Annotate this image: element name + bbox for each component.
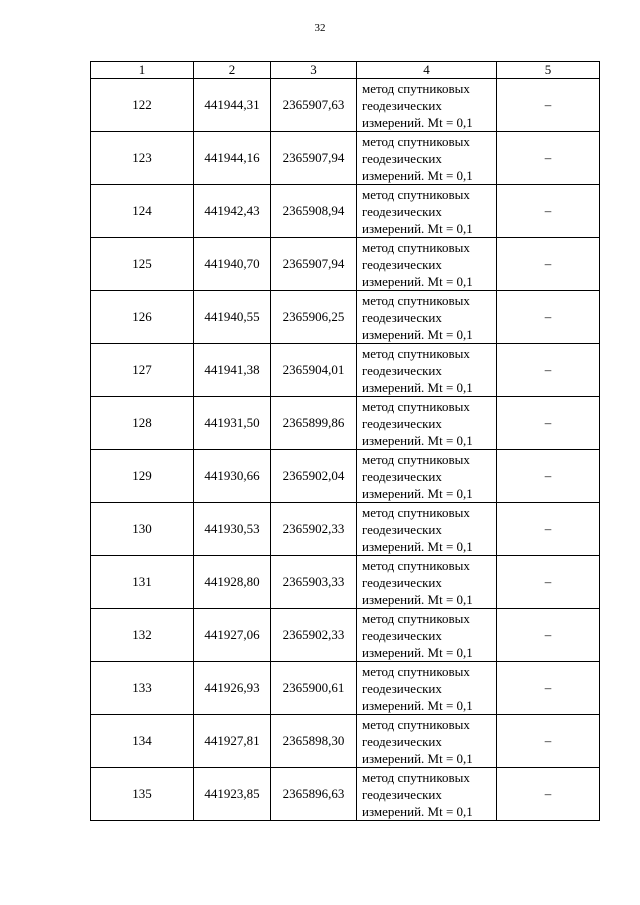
coordinate-x: 441928,80 <box>194 556 271 609</box>
point-number: 127 <box>91 344 194 397</box>
coordinate-x: 441927,81 <box>194 715 271 768</box>
point-number: 126 <box>91 291 194 344</box>
coordinate-x: 441926,93 <box>194 662 271 715</box>
page-number: 32 <box>314 22 326 34</box>
method-description <box>357 132 497 185</box>
table-row <box>91 768 600 821</box>
coordinate-y: 2365902,33 <box>271 503 357 556</box>
method-description <box>357 609 497 662</box>
method-description <box>357 556 497 609</box>
method-line-1: метод спутниковых <box>362 504 470 520</box>
point-number: 132 <box>91 609 194 662</box>
method-line-1: метод спутниковых <box>362 186 470 202</box>
coordinate-y: 2365907,63 <box>271 79 357 132</box>
method-line-3: измерений. Mt = 0,1 <box>362 485 473 501</box>
note-cell: – <box>497 185 600 238</box>
coordinate-y: 2365906,25 <box>271 291 357 344</box>
point-number: 135 <box>91 768 194 821</box>
note-cell: – <box>497 503 600 556</box>
coordinate-x: 441931,50 <box>194 397 271 450</box>
note-cell: – <box>497 344 600 397</box>
table-header-row <box>91 62 600 79</box>
method-line-1: метод спутниковых <box>362 133 470 149</box>
method-description <box>357 79 497 132</box>
method-line-2: геодезических <box>362 203 442 219</box>
method-line-2: геодезических <box>362 574 442 590</box>
coordinate-y: 2365899,86 <box>271 397 357 450</box>
table-row <box>91 556 600 609</box>
column-header-5: 5 <box>497 62 600 79</box>
method-line-3: измерений. Mt = 0,1 <box>362 379 473 395</box>
method-line-2: геодезических <box>362 362 442 378</box>
method-line-1: метод спутниковых <box>362 345 470 361</box>
method-description <box>357 238 497 291</box>
coordinate-x: 441944,16 <box>194 132 271 185</box>
method-line-2: геодезических <box>362 256 442 272</box>
column-header-2: 2 <box>194 62 271 79</box>
coordinate-x: 441942,43 <box>194 185 271 238</box>
method-line-2: геодезических <box>362 680 442 696</box>
coordinate-x: 441927,06 <box>194 609 271 662</box>
coordinate-x: 441940,70 <box>194 238 271 291</box>
method-line-3: измерений. Mt = 0,1 <box>362 220 473 236</box>
method-line-1: метод спутниковых <box>362 398 470 414</box>
method-line-3: измерений. Mt = 0,1 <box>362 273 473 289</box>
note-cell: – <box>497 450 600 503</box>
coordinate-y: 2365907,94 <box>271 132 357 185</box>
table-row <box>91 397 600 450</box>
method-line-1: метод спутниковых <box>362 769 470 785</box>
column-header-3: 3 <box>271 62 357 79</box>
method-line-1: метод спутниковых <box>362 451 470 467</box>
note-cell: – <box>497 132 600 185</box>
table-row <box>91 450 600 503</box>
method-line-3: измерений. Mt = 0,1 <box>362 326 473 342</box>
method-line-3: измерений. Mt = 0,1 <box>362 538 473 554</box>
method-line-1: метод спутниковых <box>362 292 470 308</box>
method-line-1: метод спутниковых <box>362 663 470 679</box>
coordinate-y: 2365902,04 <box>271 450 357 503</box>
method-description <box>357 503 497 556</box>
note-cell: – <box>497 662 600 715</box>
method-description <box>357 397 497 450</box>
method-line-3: измерений. Mt = 0,1 <box>362 750 473 766</box>
coordinate-y: 2365908,94 <box>271 185 357 238</box>
method-description <box>357 662 497 715</box>
method-line-1: метод спутниковых <box>362 610 470 626</box>
method-line-2: геодезических <box>362 150 442 166</box>
table-body <box>91 79 600 821</box>
method-description <box>357 291 497 344</box>
point-number: 133 <box>91 662 194 715</box>
table-row <box>91 715 600 768</box>
table-row <box>91 344 600 397</box>
point-number: 131 <box>91 556 194 609</box>
coordinate-y: 2365902,33 <box>271 609 357 662</box>
point-number: 129 <box>91 450 194 503</box>
table-row <box>91 79 600 132</box>
method-line-2: геодезических <box>362 309 442 325</box>
note-cell: – <box>497 238 600 291</box>
note-cell: – <box>497 79 600 132</box>
coordinate-x: 441940,55 <box>194 291 271 344</box>
method-description <box>357 450 497 503</box>
coordinate-y: 2365898,30 <box>271 715 357 768</box>
method-line-1: метод спутниковых <box>362 239 470 255</box>
coordinate-y: 2365907,94 <box>271 238 357 291</box>
coordinate-x: 441944,31 <box>194 79 271 132</box>
method-description <box>357 715 497 768</box>
coordinates-table <box>90 61 600 821</box>
method-line-3: измерений. Mt = 0,1 <box>362 432 473 448</box>
method-description <box>357 185 497 238</box>
coordinate-x: 441923,85 <box>194 768 271 821</box>
coordinate-y: 2365900,61 <box>271 662 357 715</box>
method-line-2: геодезических <box>362 733 442 749</box>
coordinate-y: 2365896,63 <box>271 768 357 821</box>
point-number: 125 <box>91 238 194 291</box>
point-number: 128 <box>91 397 194 450</box>
table-row <box>91 662 600 715</box>
table-row <box>91 132 600 185</box>
point-number: 130 <box>91 503 194 556</box>
method-line-1: метод спутниковых <box>362 557 470 573</box>
note-cell: – <box>497 291 600 344</box>
point-number: 123 <box>91 132 194 185</box>
coordinate-x: 441930,53 <box>194 503 271 556</box>
method-line-3: измерений. Mt = 0,1 <box>362 591 473 607</box>
method-line-3: измерений. Mt = 0,1 <box>362 697 473 713</box>
method-description <box>357 344 497 397</box>
note-cell: – <box>497 609 600 662</box>
method-line-1: метод спутниковых <box>362 80 470 96</box>
method-line-2: геодезических <box>362 97 442 113</box>
note-cell: – <box>497 397 600 450</box>
column-header-1: 1 <box>91 62 194 79</box>
coordinate-x: 441930,66 <box>194 450 271 503</box>
column-header-4: 4 <box>357 62 497 79</box>
method-line-1: метод спутниковых <box>362 716 470 732</box>
point-number: 134 <box>91 715 194 768</box>
table-row <box>91 503 600 556</box>
point-number: 124 <box>91 185 194 238</box>
table-row <box>91 291 600 344</box>
method-description <box>357 768 497 821</box>
point-number: 122 <box>91 79 194 132</box>
note-cell: – <box>497 556 600 609</box>
coordinate-x: 441941,38 <box>194 344 271 397</box>
table-row <box>91 238 600 291</box>
method-line-3: измерений. Mt = 0,1 <box>362 644 473 660</box>
method-line-2: геодезических <box>362 468 442 484</box>
method-line-2: геодезических <box>362 627 442 643</box>
note-cell: – <box>497 768 600 821</box>
method-line-2: геодезических <box>362 415 442 431</box>
method-line-3: измерений. Mt = 0,1 <box>362 114 473 130</box>
table-row <box>91 185 600 238</box>
method-line-2: геодезических <box>362 786 442 802</box>
note-cell: – <box>497 715 600 768</box>
method-line-2: геодезических <box>362 521 442 537</box>
table-row <box>91 609 600 662</box>
coordinate-y: 2365903,33 <box>271 556 357 609</box>
method-line-3: измерений. Mt = 0,1 <box>362 803 473 819</box>
method-line-3: измерений. Mt = 0,1 <box>362 167 473 183</box>
coordinate-y: 2365904,01 <box>271 344 357 397</box>
